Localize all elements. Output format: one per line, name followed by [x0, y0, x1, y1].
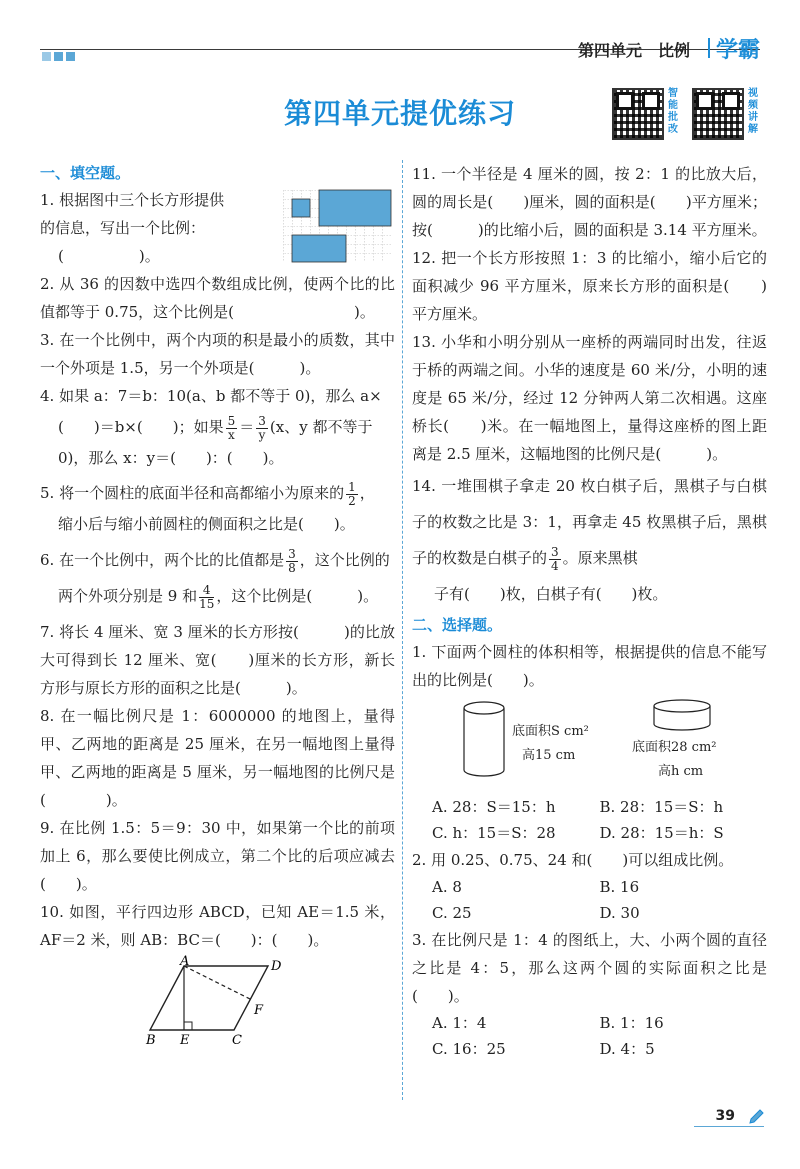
qr-code-video[interactable] — [692, 88, 744, 140]
question-1-line2: 的信息，写出一个比例： — [40, 219, 206, 237]
question-1-answer: ( )。 — [58, 247, 160, 265]
page-number-rule — [694, 1126, 764, 1127]
question-9: 9. 在比例 1.5：5＝9：30 中，如果第一个比的前项加上 6，那么要使比例成立，第二个比的后项应减去( )。 — [40, 819, 395, 893]
question-6: 6. 在一个比例中，两个比的比值都是 $\frac{3}{8}$ ，这个比例的 两个外项分别是 9 和 $\frac{4}{15}$ ，这个比例是( )。 — [40, 546, 390, 611]
right-column — [412, 160, 767, 1062]
question-13: 13. 小华和小明分别从一座桥的两端同时出发，往返于桥的两端之间。小华的速度是 60 米/分，小明的速度是 65 米/分，经过 12 分钟两人第二次相遇。这座桥长( )米。在一幅地图上，量得这座桥的图上距离是 2.5 厘米，这幅地图的比例尺是( )。 — [412, 333, 767, 463]
choice-3-option-d[interactable]: D. 4：5 — [599, 1040, 655, 1058]
fraction-1-over-2: $\frac{1}{2}$ — [348, 479, 356, 508]
choice-1-options — [412, 794, 767, 846]
question-14: 14. 一堆围棋子拿走 20 枚白棋子后，黑棋子与白棋子的枚数之比是 3：1，再拿走 45 枚黑棋子后，黑棋子的枚数是白棋子的 $\frac{3}{4}$ 。原来黑棋 子有( )枚，白棋子有( )枚。 — [412, 477, 767, 603]
cylinder2-base-label: 底面积28 cm² — [632, 740, 717, 755]
question-4 — [40, 382, 395, 472]
section-choice-heading: 二、选择题。 — [412, 616, 503, 634]
question-3: 3. 在一个比例中，两个内项的积是最小的质数，其中一个外项是 1.5，另一个外项是( )。 — [40, 331, 395, 377]
question-12: 12. 把一个长方形按照 1：3 的比缩小，缩小后它的面积减少 96 平方厘米，原来长方形的面积是( )平方厘米。 — [412, 249, 767, 323]
label-E: E — [180, 1033, 190, 1048]
cylinder2-height-label: 高h cm — [658, 764, 704, 779]
short-cylinder — [650, 698, 714, 734]
parallelogram-figure — [146, 954, 310, 1048]
fraction-3-over-4: $\frac{3}{4}$ — [551, 544, 559, 573]
choice-2-option-b[interactable]: B. 16 — [599, 878, 640, 896]
section-fill-heading: 一、填空题。 — [40, 164, 131, 182]
fraction-4-over-15: $\frac{4}{15}$ — [199, 582, 215, 611]
qr-code-grading[interactable] — [612, 88, 664, 140]
page-title: 第四单元提优练习 — [283, 97, 516, 130]
choice-3-option-a[interactable]: A. 1：4 — [432, 1014, 487, 1032]
label-D: D — [271, 959, 282, 974]
rectangles-grid-figure — [283, 190, 391, 262]
choice-2-option-c[interactable]: C. 25 — [432, 904, 472, 922]
page-number: 39 — [715, 1108, 735, 1124]
choice-1-option-b[interactable]: B. 28：15＝S：h — [599, 798, 724, 816]
label-B: B — [146, 1033, 156, 1048]
question-4-line2: ( )＝b×( )；如果 $\frac{5}{x}$ ＝ $\frac{3}{y}$ (x、y 都不等于 — [58, 413, 373, 442]
cylinder1-height-label: 高15 cm — [522, 748, 576, 763]
column-divider — [402, 160, 403, 1100]
question-2: 2. 从 36 的因数中选四个数组成比例，使两个比的比值都等于 0.75，这个比例是( )。 — [40, 275, 395, 321]
choice-3-option-c[interactable]: C. 16：25 — [432, 1040, 506, 1058]
label-F: F — [254, 1003, 264, 1018]
cylinders-figure — [412, 694, 767, 794]
question-1-line1: 1. 根据图中三个长方形提供 — [40, 191, 225, 209]
label-A: A — [180, 954, 190, 969]
choice-3: 3. 在比例尺是 1：4 的图纸上，大、小两个圆的直径之比是 4：5，那么这两个圆的实际面积之比是( )。 — [412, 931, 767, 1005]
cylinder1-base-label: 底面积S cm² — [512, 724, 589, 739]
question-4-line1: 4. 如果 a：7＝b：10(a、b 都不等于 0)，那么 a× — [40, 387, 382, 405]
question-5: 5. 将一个圆柱的底面半径和高都缩小为原来的 $\frac{1}{2}$ ， 缩小后与缩小前圆柱的侧面积之比是( )。 — [40, 479, 375, 533]
fraction-5-over-x: $\frac{5}{x}$ — [227, 413, 236, 442]
choice-2-options — [412, 874, 767, 926]
pencil-icon — [747, 1108, 765, 1126]
qr-label-grading: 智能批改 — [668, 88, 678, 135]
question-8: 8. 在一幅比例尺是 1：6000000 的地图上，量得甲、乙两地的距离是 25 厘米，在另一幅地图上量得甲、乙两地的距离是 5 厘米，另一幅地图的比例尺是( )。 — [40, 707, 395, 809]
tall-cylinder — [460, 700, 508, 780]
choice-2: 2. 用 0.25、0.75、24 和( )可以组成比例。 — [412, 851, 734, 869]
question-10: 10. 如图，平行四边形 ABCD，已知 AE＝1.5 米，AF＝2 米，则 AB：BC＝( )：( )。 — [40, 903, 395, 949]
fraction-3-over-y: $\frac{3}{y}$ — [258, 413, 266, 442]
choice-1-option-c[interactable]: C. h：15＝S：28 — [432, 824, 556, 842]
question-7: 7. 将长 4 厘米、宽 3 厘米的长方形按( )的比放大可得到长 12 厘米、宽( )厘米的长方形，新长方形与原长方形的面积之比是( )。 — [40, 623, 395, 697]
brand-logo: 学霸 — [716, 33, 760, 64]
header-unit-title: 第四单元 比例 — [577, 41, 690, 60]
fraction-3-over-8: $\frac{3}{8}$ — [288, 546, 296, 575]
choice-1-option-a[interactable]: A. 28：S＝15：h — [432, 798, 556, 816]
choice-1-option-d[interactable]: D. 28：15＝h：S — [599, 824, 724, 842]
left-column — [40, 160, 395, 1048]
qr-label-video: 视频讲解 — [748, 88, 758, 135]
question-4-line3: 0)，那么 x：y＝( )：( )。 — [58, 449, 284, 467]
label-C: C — [232, 1033, 242, 1048]
choice-2-option-d[interactable]: D. 30 — [599, 904, 640, 922]
choice-3-option-b[interactable]: B. 1：16 — [599, 1014, 664, 1032]
choice-2-option-a[interactable]: A. 8 — [432, 878, 462, 896]
choice-1: 1. 下面两个圆柱的体积相等，根据提供的信息不能写出的比例是( )。 — [412, 643, 767, 689]
header-decoration — [42, 52, 75, 61]
choice-3-options — [412, 1010, 767, 1062]
question-11: 11. 一个半径是 4 厘米的圆，按 2：1 的比放大后，圆的周长是( )厘米，圆的面积是( )平方厘米；按( )的比缩小后，圆的面积是 3.14 平方厘米。 — [412, 165, 767, 239]
